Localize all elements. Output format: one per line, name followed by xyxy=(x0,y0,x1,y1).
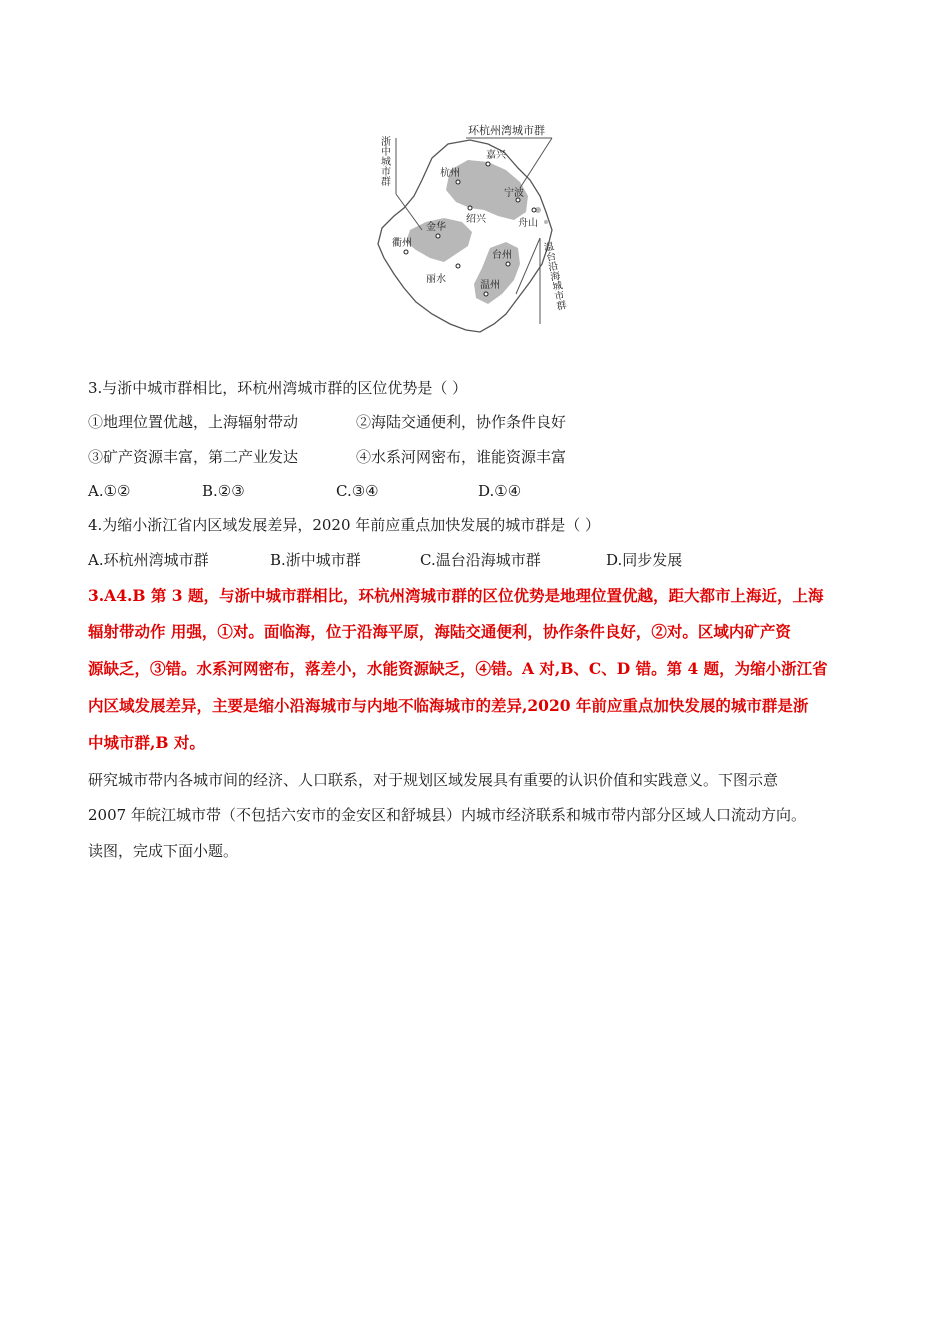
label-ningbo: 宁波 xyxy=(504,188,524,199)
marker-shaoxing xyxy=(468,206,472,210)
label-wentai: 温台沿海城市群 xyxy=(540,240,566,312)
q3-item-1: ①地理位置优越，上海辐射带动 xyxy=(88,413,299,431)
marker-hangzhou xyxy=(456,180,460,184)
label-taizhou: 台州 xyxy=(492,250,512,261)
marker-lishui xyxy=(456,264,460,268)
q3-option-b: B.②③ xyxy=(202,482,245,500)
answer-line-3: 源缺乏，③错。水系河网密布，落差小，水能资源缺乏，④错。A 对,B、C、D 错。第 4 题，为缩小浙江省 xyxy=(88,659,828,678)
zhejiang-city-cluster-map xyxy=(370,118,570,358)
map-svg xyxy=(370,118,570,358)
q4-option-d: D.同步发展 xyxy=(606,551,683,569)
q3-option-d: D.①④ xyxy=(478,482,522,500)
q4-option-b: B.浙中城市群 xyxy=(270,551,361,569)
label-lishui: 丽水 xyxy=(426,274,446,285)
huanhangzhou-leader-line xyxy=(520,138,552,188)
label-huanhangzhou: 环杭州湾城市群 xyxy=(468,124,545,137)
marker-zhoushan xyxy=(532,208,536,212)
q3-item-2: ②海陆交通便利，协作条件良好 xyxy=(356,413,567,431)
label-quzhou: 衢州 xyxy=(392,238,412,249)
label-hangzhou: 杭州 xyxy=(440,168,460,179)
marker-jinhua xyxy=(436,234,440,238)
label-shaoxing: 绍兴 xyxy=(466,214,486,225)
island xyxy=(544,220,548,224)
passage-line-1: 研究城市带内各城市间的经济、人口联系，对于规划区域发展具有重要的认识价值和实践意义。下图示意 xyxy=(88,771,779,789)
label-jinhua: 金华 xyxy=(426,222,446,233)
label-zhoushan: 舟山 xyxy=(518,218,538,229)
label-jiaxing: 嘉兴 xyxy=(486,150,506,161)
marker-wenzhou xyxy=(484,292,488,296)
marker-quzhou xyxy=(404,250,408,254)
q3-option-a: A.①② xyxy=(88,482,131,500)
answer-line-2: 辐射带动作 用强，①对。面临海，位于沿海平原，海陆交通便利，协作条件良好，②对。区域内矿产资 xyxy=(88,622,791,641)
q3-stem: 3.与浙中城市群相比，环杭州湾城市群的区位优势是（ ） xyxy=(88,379,468,397)
q4-option-c: C.温台沿海城市群 xyxy=(420,551,541,569)
answer-line-1: 3.A4.B 第 3 题，与浙中城市群相比，环杭州湾城市群的区位优势是地理位置优越，距大都市上海近，上海 xyxy=(88,586,824,605)
passage-line-2: 2007 年皖江城市带（不包括六安市的金安区和舒城县）内城市经济联系和城市带内部分区域人口流动方向。 xyxy=(88,806,806,824)
q3-option-c: C.③④ xyxy=(336,482,379,500)
label-zhezhong: 浙中城市群 xyxy=(378,136,390,186)
q4-option-a: A.环杭州湾城市群 xyxy=(88,551,209,569)
answer-line-4: 内区域发展差异，主要是缩小沿海城市与内地不临海城市的差异,2020 年前应重点加快发展的城市群是浙 xyxy=(88,696,809,715)
label-wenzhou: 温州 xyxy=(480,280,500,291)
passage-line-3: 读图，完成下面小题。 xyxy=(88,842,239,860)
q3-item-3: ③矿产资源丰富，第二产业发达 xyxy=(88,448,299,466)
marker-jiaxing xyxy=(486,162,490,166)
marker-taizhou xyxy=(506,262,510,266)
answer-line-5: 中城市群,B 对。 xyxy=(88,733,205,752)
q4-stem: 4.为缩小浙江省内区域发展差异，2020 年前应重点加快发展的城市群是（ ） xyxy=(88,516,601,534)
q3-item-4: ④水系河网密布，谁能资源丰富 xyxy=(356,448,567,466)
